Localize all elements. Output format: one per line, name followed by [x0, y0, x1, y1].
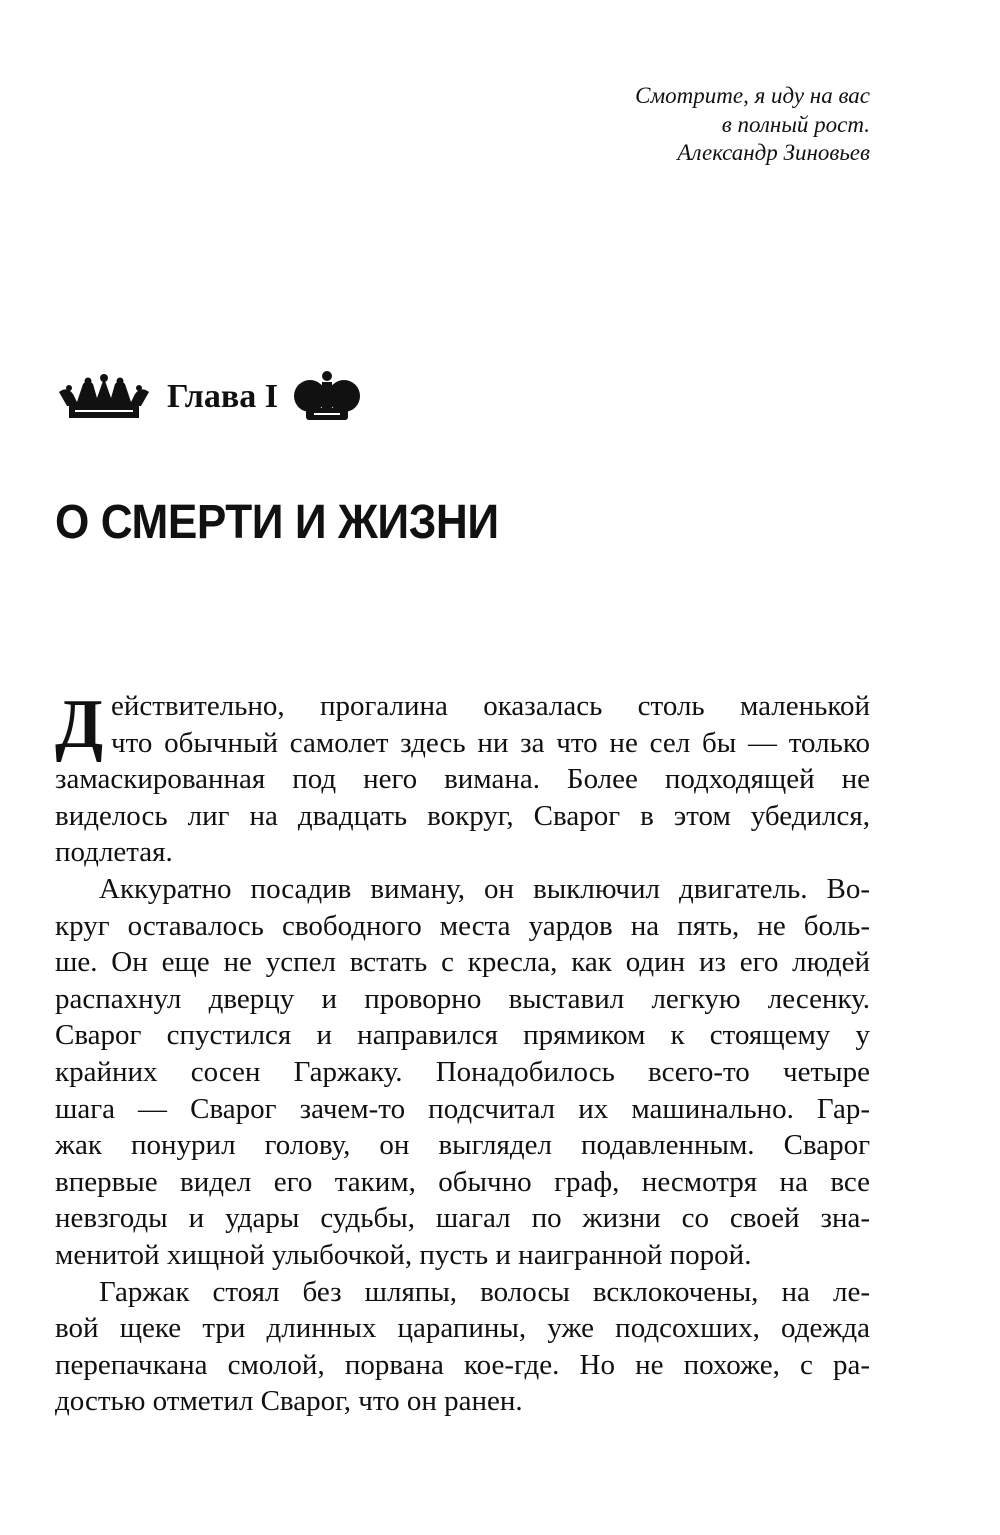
epigraph-author: Александр Зиновьев: [677, 140, 870, 165]
chapter-title: О СМЕРТИ И ЖИЗНИ: [55, 496, 499, 549]
text-line: виделось лиг на двадцать вокруг, Сварог в этом убедился,: [55, 799, 870, 832]
text-line: замаскированная под него вимана. Более подходящей не: [55, 763, 870, 796]
chapter-label: Глава I: [167, 378, 278, 415]
text-line: достью отметил Сварог, что он ранен.: [55, 1385, 523, 1418]
epigraph: [635, 82, 870, 168]
text-line: менитой хищной улыбочкой, пусть и наигранной порой.: [55, 1238, 752, 1271]
text-line: что обычный самолет здесь ни за что не сел бы — только: [111, 726, 870, 759]
text-line: ше. Он еще не успел встать с кресла, как один из его людей: [55, 946, 870, 979]
text-line: Гаржак стоял без шляпы, волосы всклокочены, на ле-: [99, 1275, 870, 1308]
text-line: распахнул дверцу и проворно выставил легкую лесенку.: [55, 982, 870, 1015]
chapter-heading: [55, 370, 362, 424]
epigraph-line: в полный рост.: [721, 111, 870, 137]
text-line: круг оставалось свободного места уардов на пять, не боль-: [55, 909, 870, 942]
text-line: жак понурил голову, он выглядел подавленным. Сварог: [55, 1129, 870, 1162]
imperial-crown-icon: [292, 370, 362, 424]
text-line: вой щеке три длинных царапины, уже подсохших, одежда: [55, 1312, 870, 1345]
drop-cap: Д: [55, 686, 104, 763]
text-line: подлетая.: [55, 836, 173, 869]
epigraph-line: Смотрите, я иду на вас: [635, 83, 870, 108]
text-line: Сварог спустился и направился прямиком к стоящему у: [55, 1019, 870, 1052]
text-line: невзгоды и удары судьбы, шагал по жизни со своей зна-: [55, 1202, 870, 1235]
text-line: Аккуратно посадив виману, он выключил двигатель. Во-: [99, 872, 870, 905]
body-text: [55, 688, 870, 1420]
text-line: ействительно, прогалина оказалась столь маленькой: [111, 690, 870, 722]
text-line: шага — Сварог зачем-то подсчитал их машинально. Гар-: [55, 1092, 870, 1125]
text-line: перепачкана смолой, порвана кое-где. Но не похоже, с ра-: [55, 1348, 870, 1381]
text-line: крайних сосен Гаржаку. Понадобилось всего-то четыре: [55, 1055, 870, 1088]
open-crown-icon: [55, 372, 153, 422]
text-line: впервые видел его таким, обычно граф, несмотря на все: [55, 1165, 870, 1198]
